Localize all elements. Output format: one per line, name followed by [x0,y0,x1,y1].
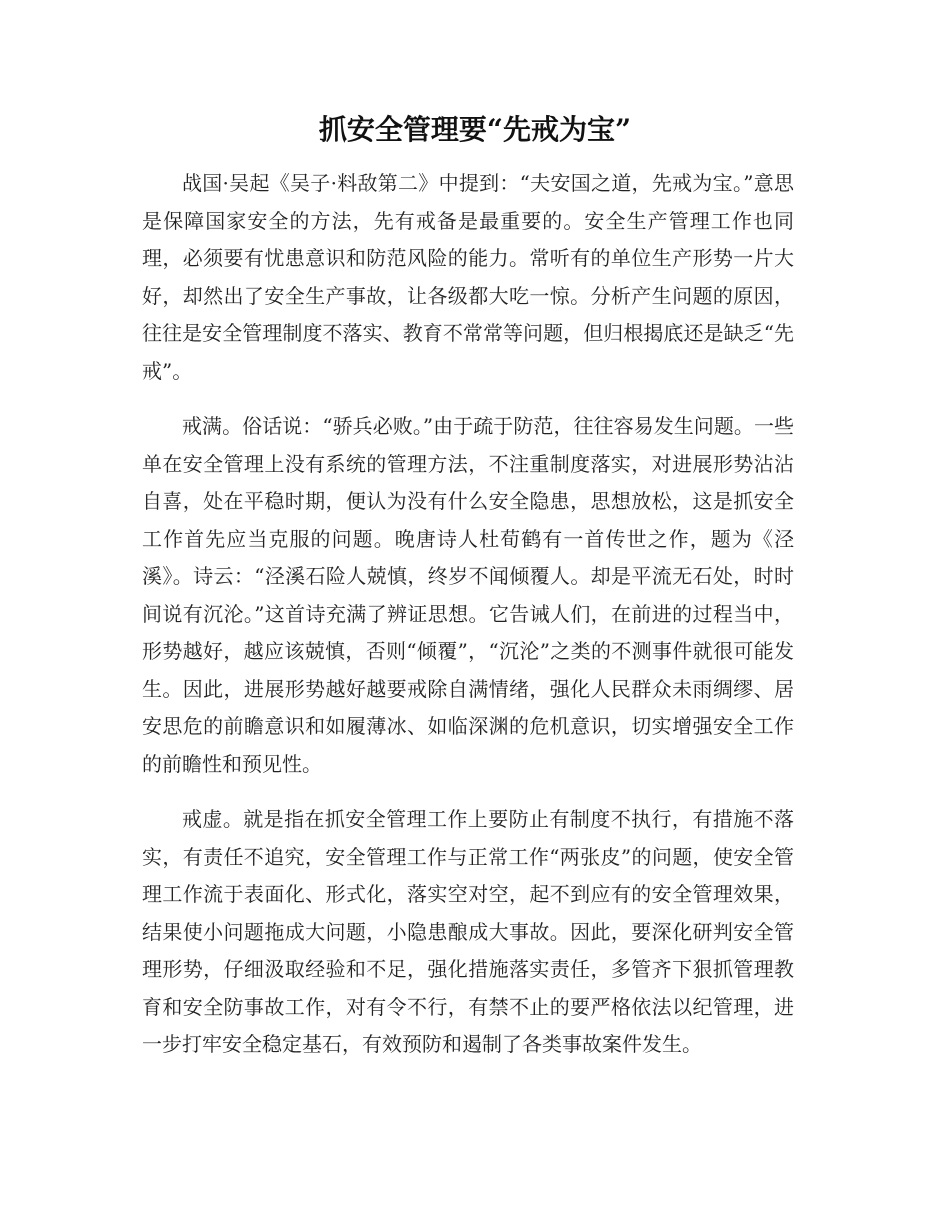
paragraph-guard-against-formalism: 戒虚。就是指在抓安全管理工作上要防止有制度不执行，有措施不落实，有责任不追究，安全管理工作与正常工作“两张皮”的问题，使安全管理工作流于表面化、形式化，落实空对空，起不到应有的安全管理效果，结果使小问题拖成大问题，小隐患酿成大事故。因此，要深化研判安全管理形势，仔细汲取经验和不足，强化措施落实责任，多管齐下狠抓管理教育和安全防事故工作，对有令不行，有禁不止的要严格依法以纪管理，进一步打牢安全稳定基石，有效预防和遏制了各类事故案件发生。 [142,807,794,1056]
paragraph-guard-against-complacency: 戒满。俗话说：“骄兵必败。”由于疏于防范，往往容易发生问题。一些单在安全管理上没有系统的管理方法，不注重制度落实，对进展形势沾沾自喜，处在平稳时期，便认为没有什么安全隐患，思想放松，这是抓安全工作首先应当克服的问题。晚唐诗人杜荀鹤有一首传世之作，题为《泾溪》。诗云：“泾溪石险人兢慎，终岁不闻倾覆人。却是平流无石处，时时间说有沉沦。”这首诗充满了辨证思想。它告诫人们，在前进的过程当中，形势越好，越应该兢慎，否则“倾覆”，“沉沦”之类的不测事件就很可能发生。因此，进展形势越好越要戒除自满情绪，强化人民群众未雨绸缪、居安思危的前瞻意识和如履薄冰、如临深渊的危机意识，切实增强安全工作的前瞻性和预见性。 [142,414,794,776]
paragraph-intro: 战国·吴起《吴子·料敌第二》中提到：“夫安国之道，先戒为宝。”意思是保障国家安全的方法，先有戒备是最重要的。安全生产管理工作也同理，必须要有忧患意识和防范风险的能力。常听有的单位生产形势一片大好，却然出了安全生产事故，让各级都大吃一惊。分析产生问题的原因，往往是安全管理制度不落实、教育不常常等问题，但归根揭底还是缺乏“先戒”。 [142,171,794,383]
document-body [142,165,794,1082]
document-title: 抓安全管理要“先戒为宝” [318,113,632,146]
